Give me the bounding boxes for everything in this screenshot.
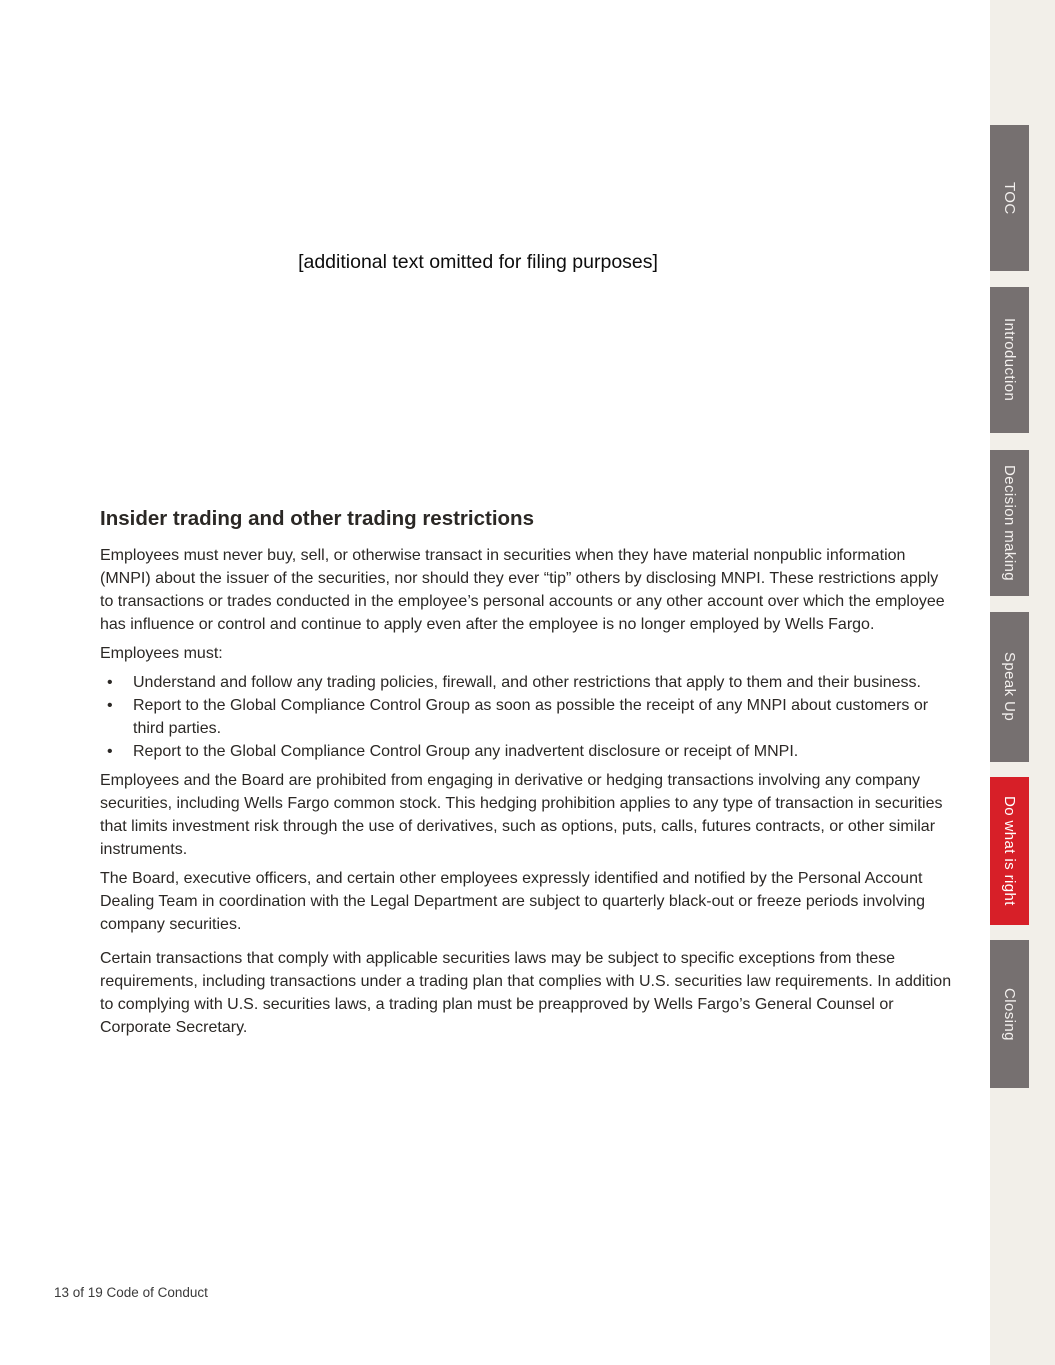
employees-must-list [100,671,952,763]
tab-decision-making-label: Decision making [1001,464,1018,582]
tab-introduction-label: Introduction [1001,318,1018,402]
tab-decision-making[interactable] [990,450,1029,596]
paragraph-insider-trading-intro: Employees must never buy, sell, or otherwise transact in securities when they have material nonpublic information (MNPI) about the issuer of the securities, nor should they ever “tip” others by disclosing MNPI. These restrictions apply to transactions or trades conducted in the employee’s personal accounts or any other account over which the employee has influence or control and continue to apply even after the employee is no longer employed by Wells Fargo. [100,547,945,633]
tab-closing[interactable] [990,940,1029,1088]
list-item: • Report to the Global Compliance Control Group as soon as possible the receipt of any MNPI about customers or third parties. [100,694,952,740]
omitted-text-notice: [additional text omitted for filing purposes] [298,251,658,273]
main-content [100,507,952,1045]
list-item: • Understand and follow any trading policies, firewall, and other restrictions that apply to them and their business. [100,671,952,694]
section-heading: Insider trading and other trading restrictions [100,507,534,530]
list-lead-employees-must: Employees must: [100,645,223,662]
tab-introduction[interactable] [990,287,1029,433]
page-footer: 13 of 19 Code of Conduct [54,1285,208,1300]
tab-do-what-is-right[interactable] [990,777,1029,925]
paragraph-trading-plan-exceptions: Certain transactions that comply with applicable securities laws may be subject to specific exceptions from these requirements, including transactions under a trading plan that complies with U.S. securities law requirements. In addition to complying with U.S. securities laws, a trading plan must be preapproved by Wells Fargo’s General Counsel or Corporate Secretary. [100,950,952,1036]
paragraph-hedging-prohibition: Employees and the Board are prohibited from engaging in derivative or hedging transactions involving any company securities, including Wells Fargo common stock. This hedging prohibition applies to any type of transaction in securities that limits investment risk through the use of derivatives, such as options, puts, calls, futures contracts, or other similar instruments. [100,772,943,858]
tab-toc-label: TOC [1001,181,1018,215]
tab-speak-up-label: Speak Up [1001,652,1018,722]
tab-toc[interactable] [990,125,1029,271]
list-item: • Report to the Global Compliance Control Group any inadvertent disclosure or receipt of MNPI. [100,740,952,763]
tab-closing-label: Closing [1001,987,1018,1041]
tab-speak-up[interactable] [990,612,1029,762]
tab-do-what-is-right-label: Do what is right [1001,796,1018,906]
paragraph-blackout-periods: The Board, executive officers, and certain other employees expressly identified and notified by the Personal Account Dealing Team in coordination with the Legal Department are subject to quarterly black-out or freeze periods involving company securities. [100,870,926,933]
